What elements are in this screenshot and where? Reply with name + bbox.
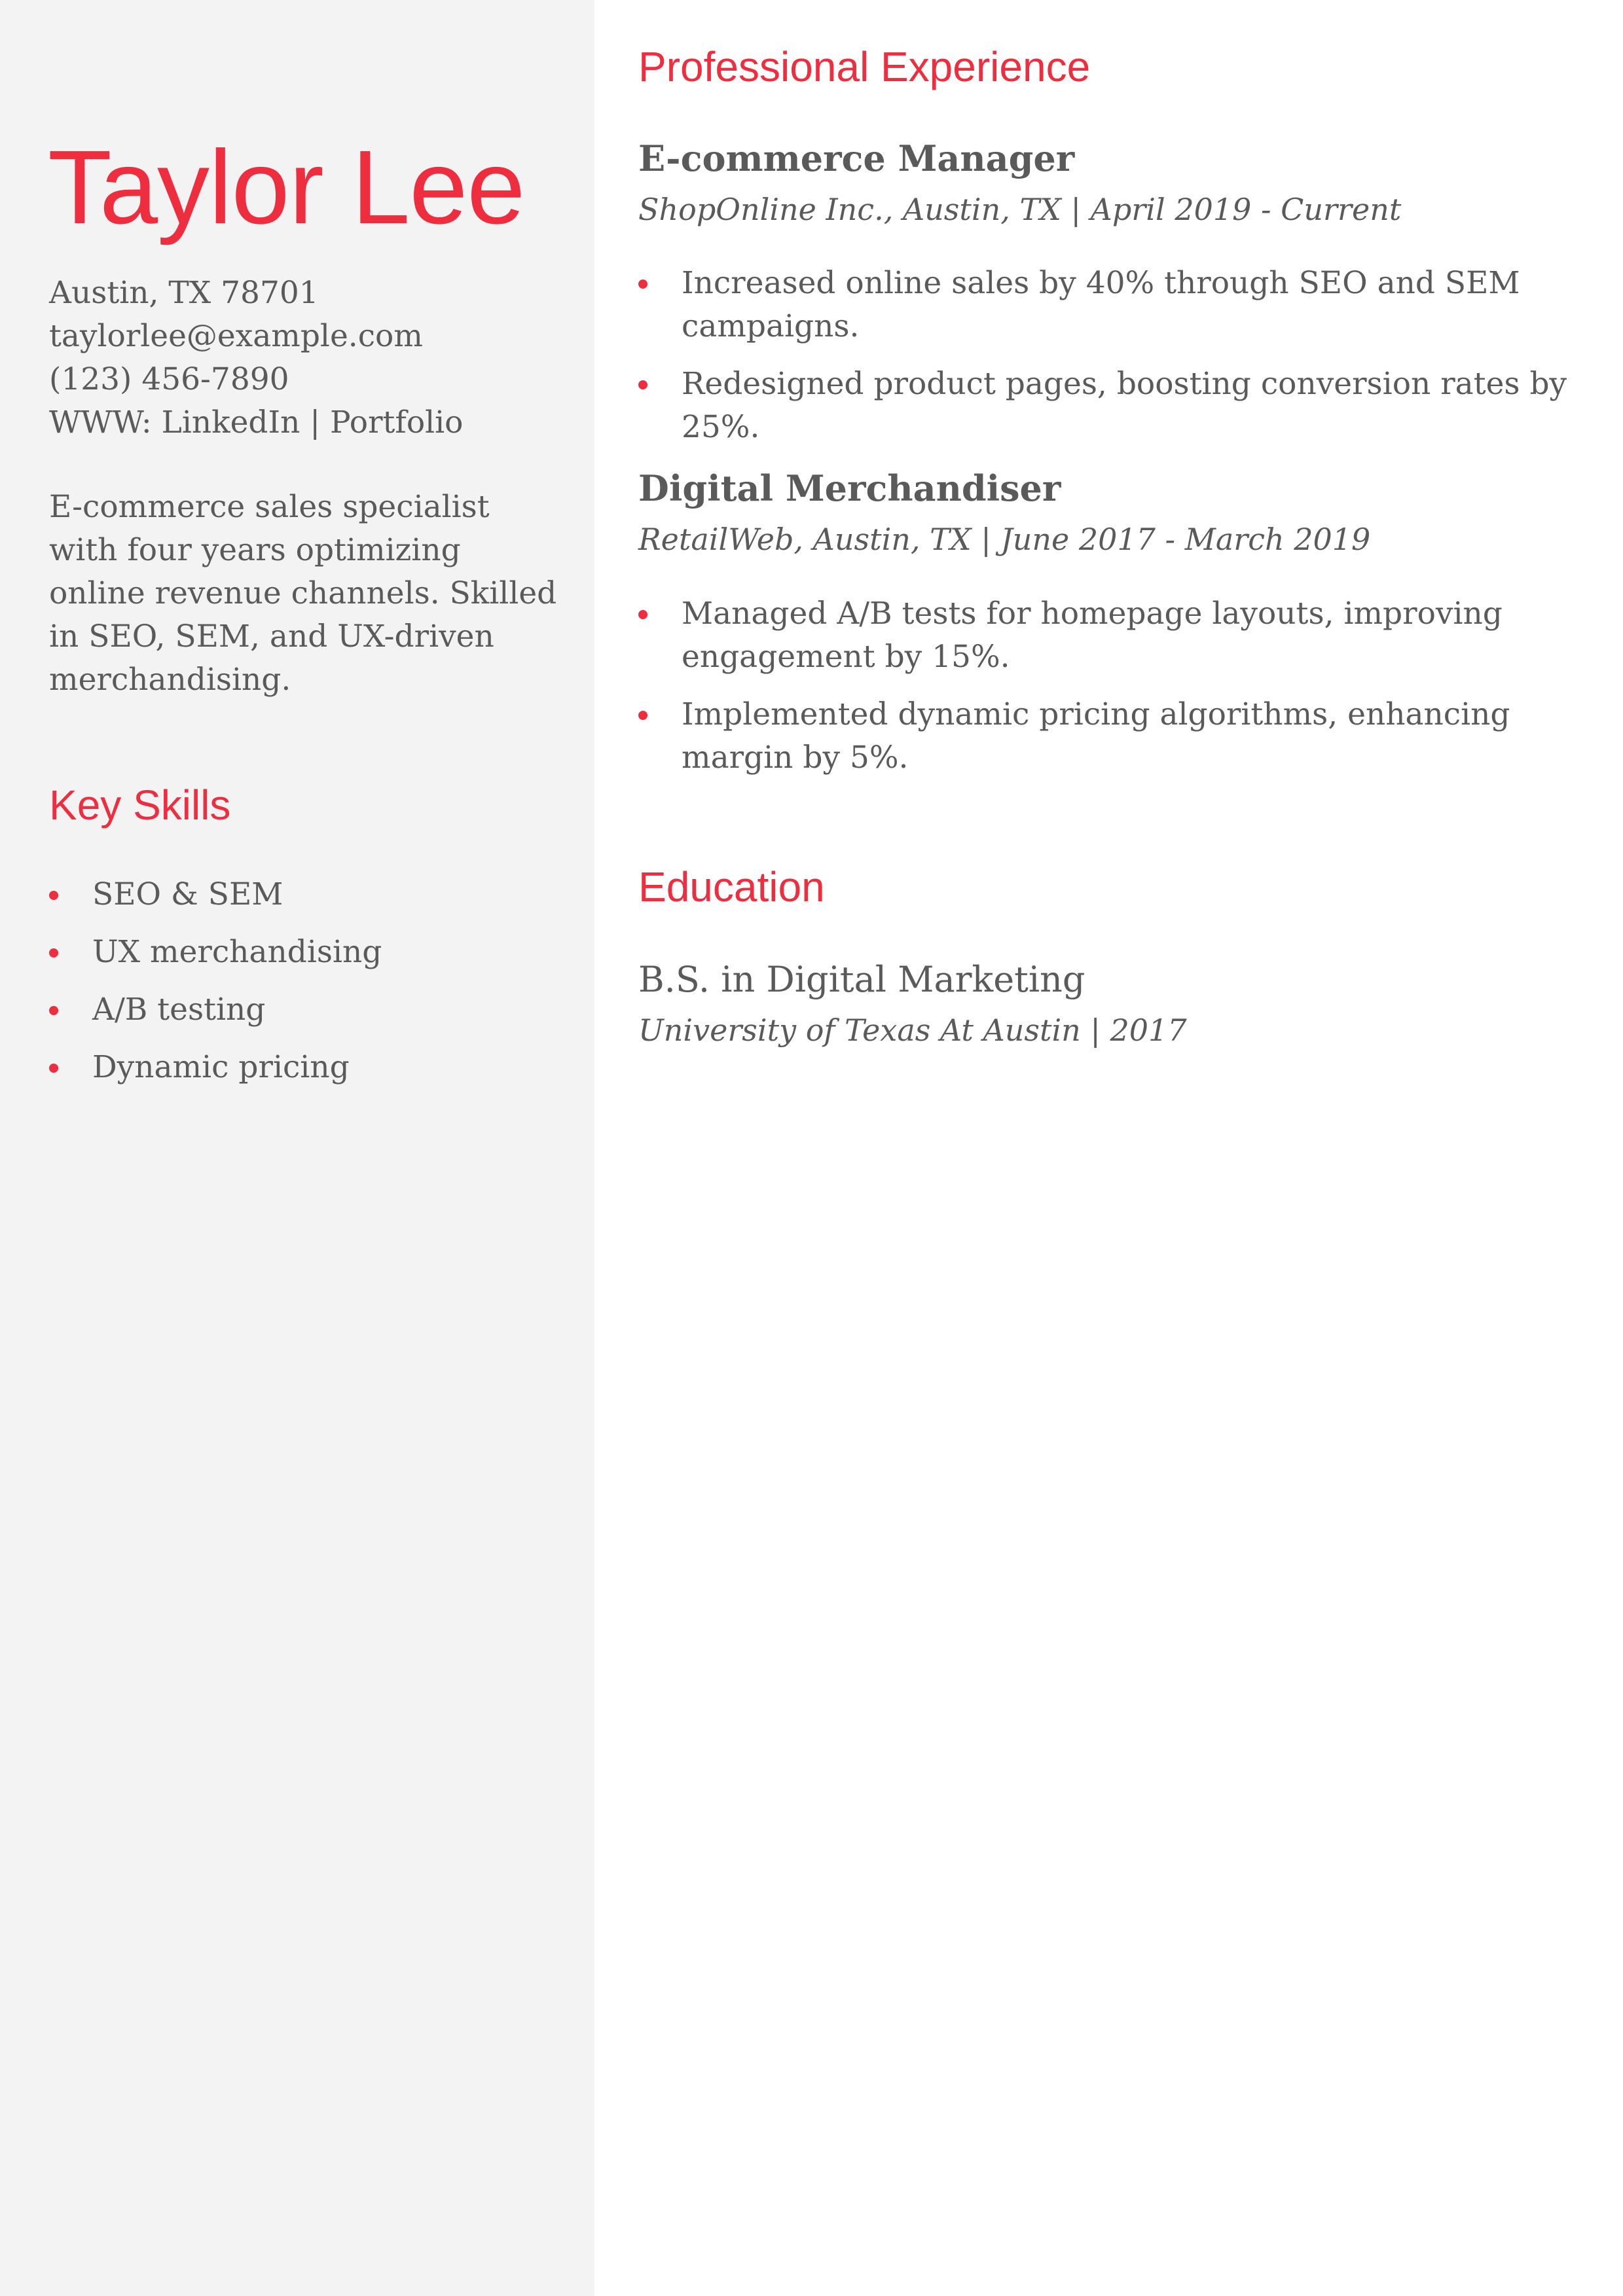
experience-heading: Professional Experience — [638, 43, 1091, 90]
achievement-item — [638, 693, 1594, 780]
achievement-text: Increased online sales by 40% through SEO and SEM campaigns. — [682, 265, 1520, 344]
bullet-dot-icon — [638, 380, 647, 389]
bullet-dot-icon — [49, 891, 58, 900]
education-meta: University of Texas At Austin | 2017 — [638, 1013, 1187, 1048]
contact-web-links: WWW: LinkedIn | Portfolio — [49, 404, 464, 440]
education-heading: Education — [638, 863, 825, 910]
sidebar — [0, 0, 594, 2296]
job-meta: RetailWeb, Austin, TX | June 2017 - March 2019 — [638, 522, 1371, 557]
skill-item — [49, 873, 560, 916]
job-title: E-commerce Manager — [638, 137, 1075, 179]
job-title: Digital Merchandiser — [638, 467, 1061, 509]
skills-heading: Key Skills — [49, 781, 231, 829]
bullet-dot-icon — [49, 1006, 58, 1015]
degree-title: B.S. in Digital Marketing — [638, 959, 1085, 1000]
skill-item — [49, 931, 560, 974]
job-achievements-list — [638, 592, 1594, 794]
bullet-dot-icon — [638, 711, 647, 720]
achievement-item — [638, 262, 1594, 348]
profile-summary: E-commerce sales specialist with four years optimizing online revenue channels. Skilled in SEO, SEM, and UX-driven merchandising. — [49, 489, 557, 698]
skill-label: A/B testing — [92, 992, 266, 1028]
achievement-text: Redesigned product pages, boosting conversion rates by 25%. — [682, 366, 1567, 445]
job-meta: ShopOnline Inc., Austin, TX | April 2019 - Current — [638, 192, 1402, 227]
bullet-dot-icon — [638, 610, 647, 619]
candidate-name: Taylor Lee — [48, 128, 525, 245]
skills-list — [49, 873, 560, 1103]
achievement-text: Managed A/B tests for homepage layouts, improving engagement by 15%. — [682, 596, 1503, 675]
contact-email: taylorlee@example.com — [49, 318, 423, 354]
skill-item — [49, 1046, 560, 1089]
skill-label: UX merchandising — [92, 934, 382, 970]
skill-label: SEO & SEM — [92, 876, 283, 912]
achievement-item — [638, 363, 1594, 449]
achievement-item — [638, 592, 1594, 679]
bullet-dot-icon — [49, 1064, 58, 1073]
skill-item — [49, 988, 560, 1031]
contact-info — [49, 272, 573, 444]
achievement-text: Implemented dynamic pricing algorithms, enhancing margin by 5%. — [682, 696, 1510, 776]
main-content — [594, 0, 1623, 2296]
bullet-dot-icon — [49, 948, 58, 958]
bullet-dot-icon — [638, 279, 647, 289]
contact-phone: (123) 456-7890 — [49, 361, 289, 397]
job-achievements-list — [638, 262, 1594, 463]
skill-label: Dynamic pricing — [92, 1049, 350, 1085]
contact-address: Austin, TX 78701 — [49, 275, 319, 311]
